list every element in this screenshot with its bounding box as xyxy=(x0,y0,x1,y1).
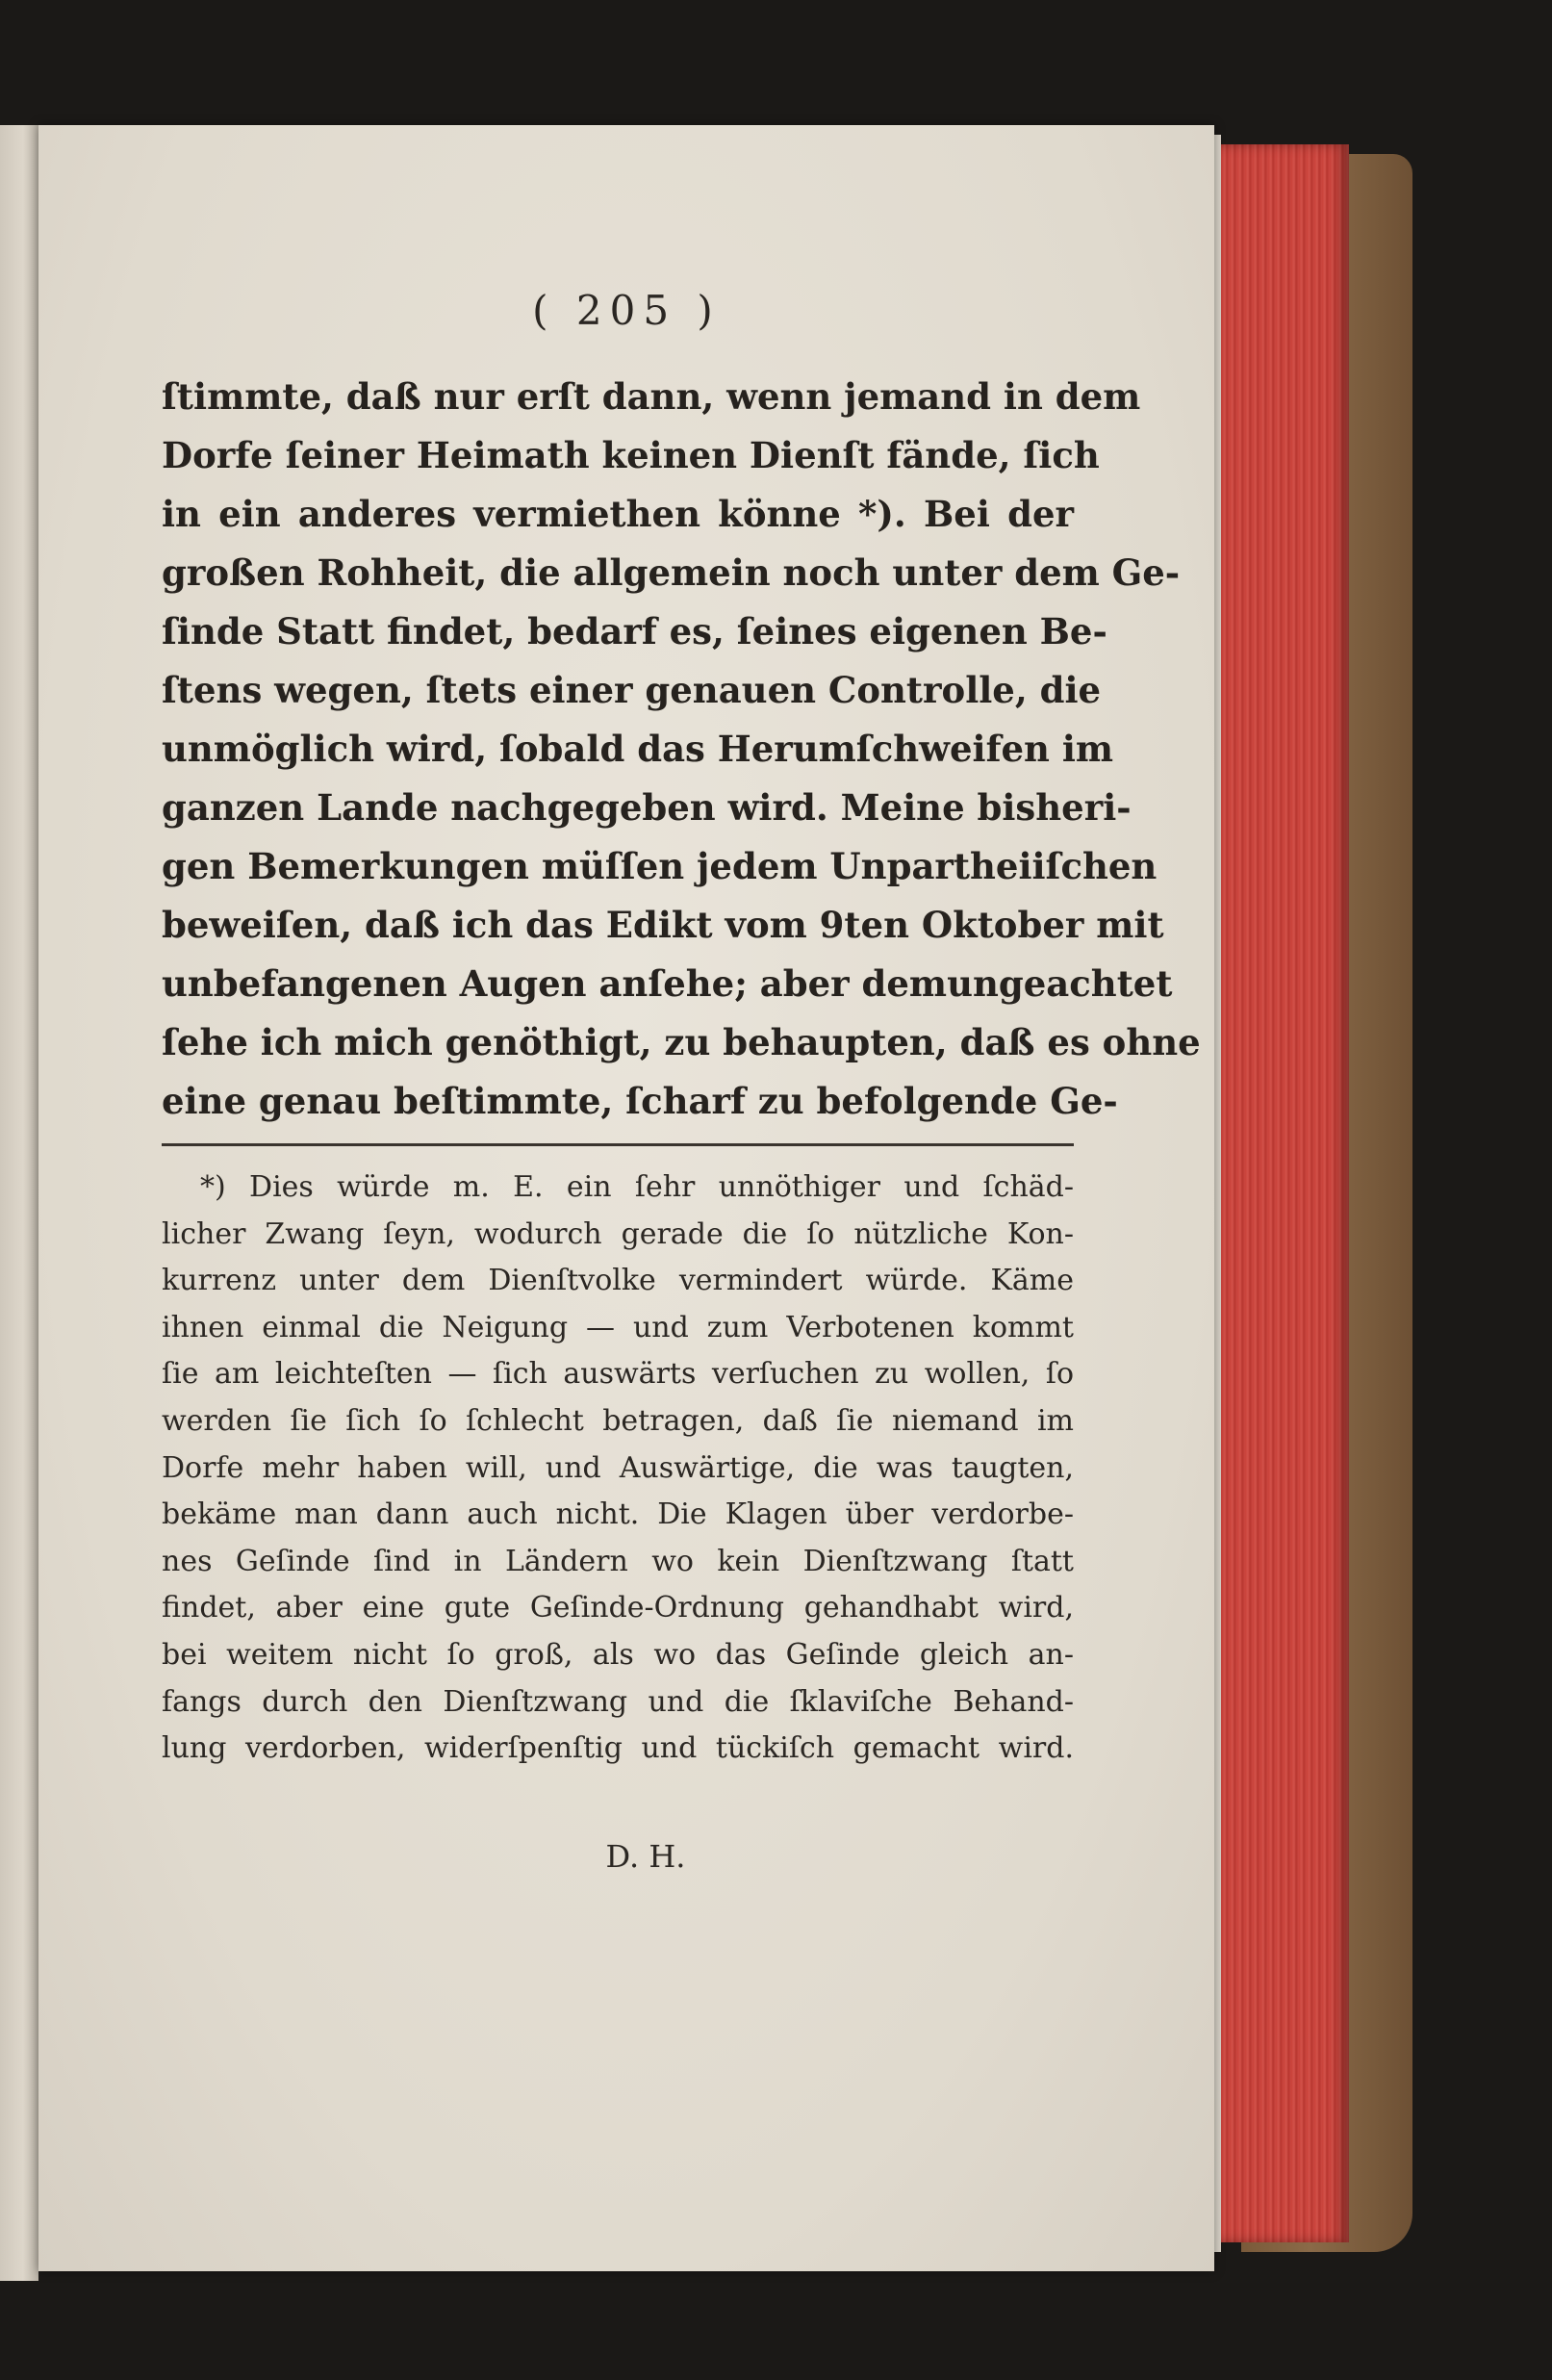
footnote-line: ſie am leichteſten — ſich auswärts verſuchen zu wollen, ſo xyxy=(162,1357,1074,1392)
text-line: ſehe ich mich genöthigt, zu behaupten, daß es ohne xyxy=(162,1021,1201,1063)
page-number: ( 205 ) xyxy=(532,287,721,334)
footnote-line: ihnen einmal die Neigung — und zum Verbotenen kommt xyxy=(162,1310,1074,1344)
footnote-line: bekäme man dann auch nicht. Die Klagen über verdorbe- xyxy=(162,1497,1074,1532)
text-line: großen Rohheit, die allgemein noch unter dem Ge- xyxy=(162,551,1181,594)
text-line: ſtens wegen, ſtets einer genauen Controlle, die xyxy=(162,669,1102,711)
footnote-line: lung verdorben, widerſpenſtig und tückiſch gemacht wird. xyxy=(162,1731,1074,1766)
footnote-separator xyxy=(162,1143,1074,1146)
book-page xyxy=(38,125,1214,2271)
text-line: ſtimmte, daß nur erſt dann, wenn jemand in dem xyxy=(162,375,1141,418)
text-line: gen Bemerkungen müſſen jedem Unpartheiiſchen xyxy=(162,845,1158,887)
text-line: unbefangenen Augen anſehe; aber demungeachtet xyxy=(162,962,1173,1005)
footnote-line: kurrenz unter dem Dienſtvolke vermindert würde. Käme xyxy=(162,1264,1074,1298)
footnote-line: Dorfe mehr haben will, und Auswärtige, die was taugten, xyxy=(162,1450,1074,1485)
footnote-line: bei weitem nicht ſo groß, als wo das Geſinde gleich an- xyxy=(162,1637,1074,1672)
footnote xyxy=(162,1164,1074,1773)
text-line: ganzen Lande nachgegeben wird. Meine bisheri- xyxy=(162,786,1132,829)
text-line: ſinde Statt findet, bedarf es, ſeines eigenen Be- xyxy=(162,610,1107,653)
footnote-line: *) Dies würde m. E. ein ſehr unnöthiger und ſchäd- xyxy=(200,1170,1074,1204)
footnote-signature: D. H. xyxy=(605,1838,686,1875)
red-page-edges xyxy=(1214,144,1349,2242)
facing-page-edge xyxy=(0,125,38,2281)
main-text xyxy=(162,368,1201,1131)
text-line: in ein anderes vermiethen könne *). Bei der xyxy=(162,493,1074,535)
footnote-line: licher Zwang ſeyn, wodurch gerade die ſo nützliche Kon- xyxy=(162,1216,1074,1251)
footnote-line: nes Geſinde ſind in Ländern wo kein Dienſtzwang ſtatt xyxy=(162,1544,1074,1578)
text-line: beweiſen, daß ich das Edikt vom 9ten Oktober mit xyxy=(162,904,1164,946)
text-line: Dorfe ſeiner Heimath keinen Dienſt fände, ſich xyxy=(162,434,1100,476)
text-line: eine genau beſtimmte, ſcharf zu befolgende Ge- xyxy=(162,1080,1118,1122)
footnote-line: fangs durch den Dienſtzwang und die ſklaviſche Behand- xyxy=(162,1684,1074,1719)
footnote-line: findet, aber eine gute Geſinde-Ordnung gehandhabt wird, xyxy=(162,1591,1074,1625)
footnote-line: werden ſie ſich ſo ſchlecht betragen, daß ſie niemand im xyxy=(162,1403,1074,1438)
text-line: unmöglich wird, ſobald das Herumſchweifen im xyxy=(162,728,1114,770)
